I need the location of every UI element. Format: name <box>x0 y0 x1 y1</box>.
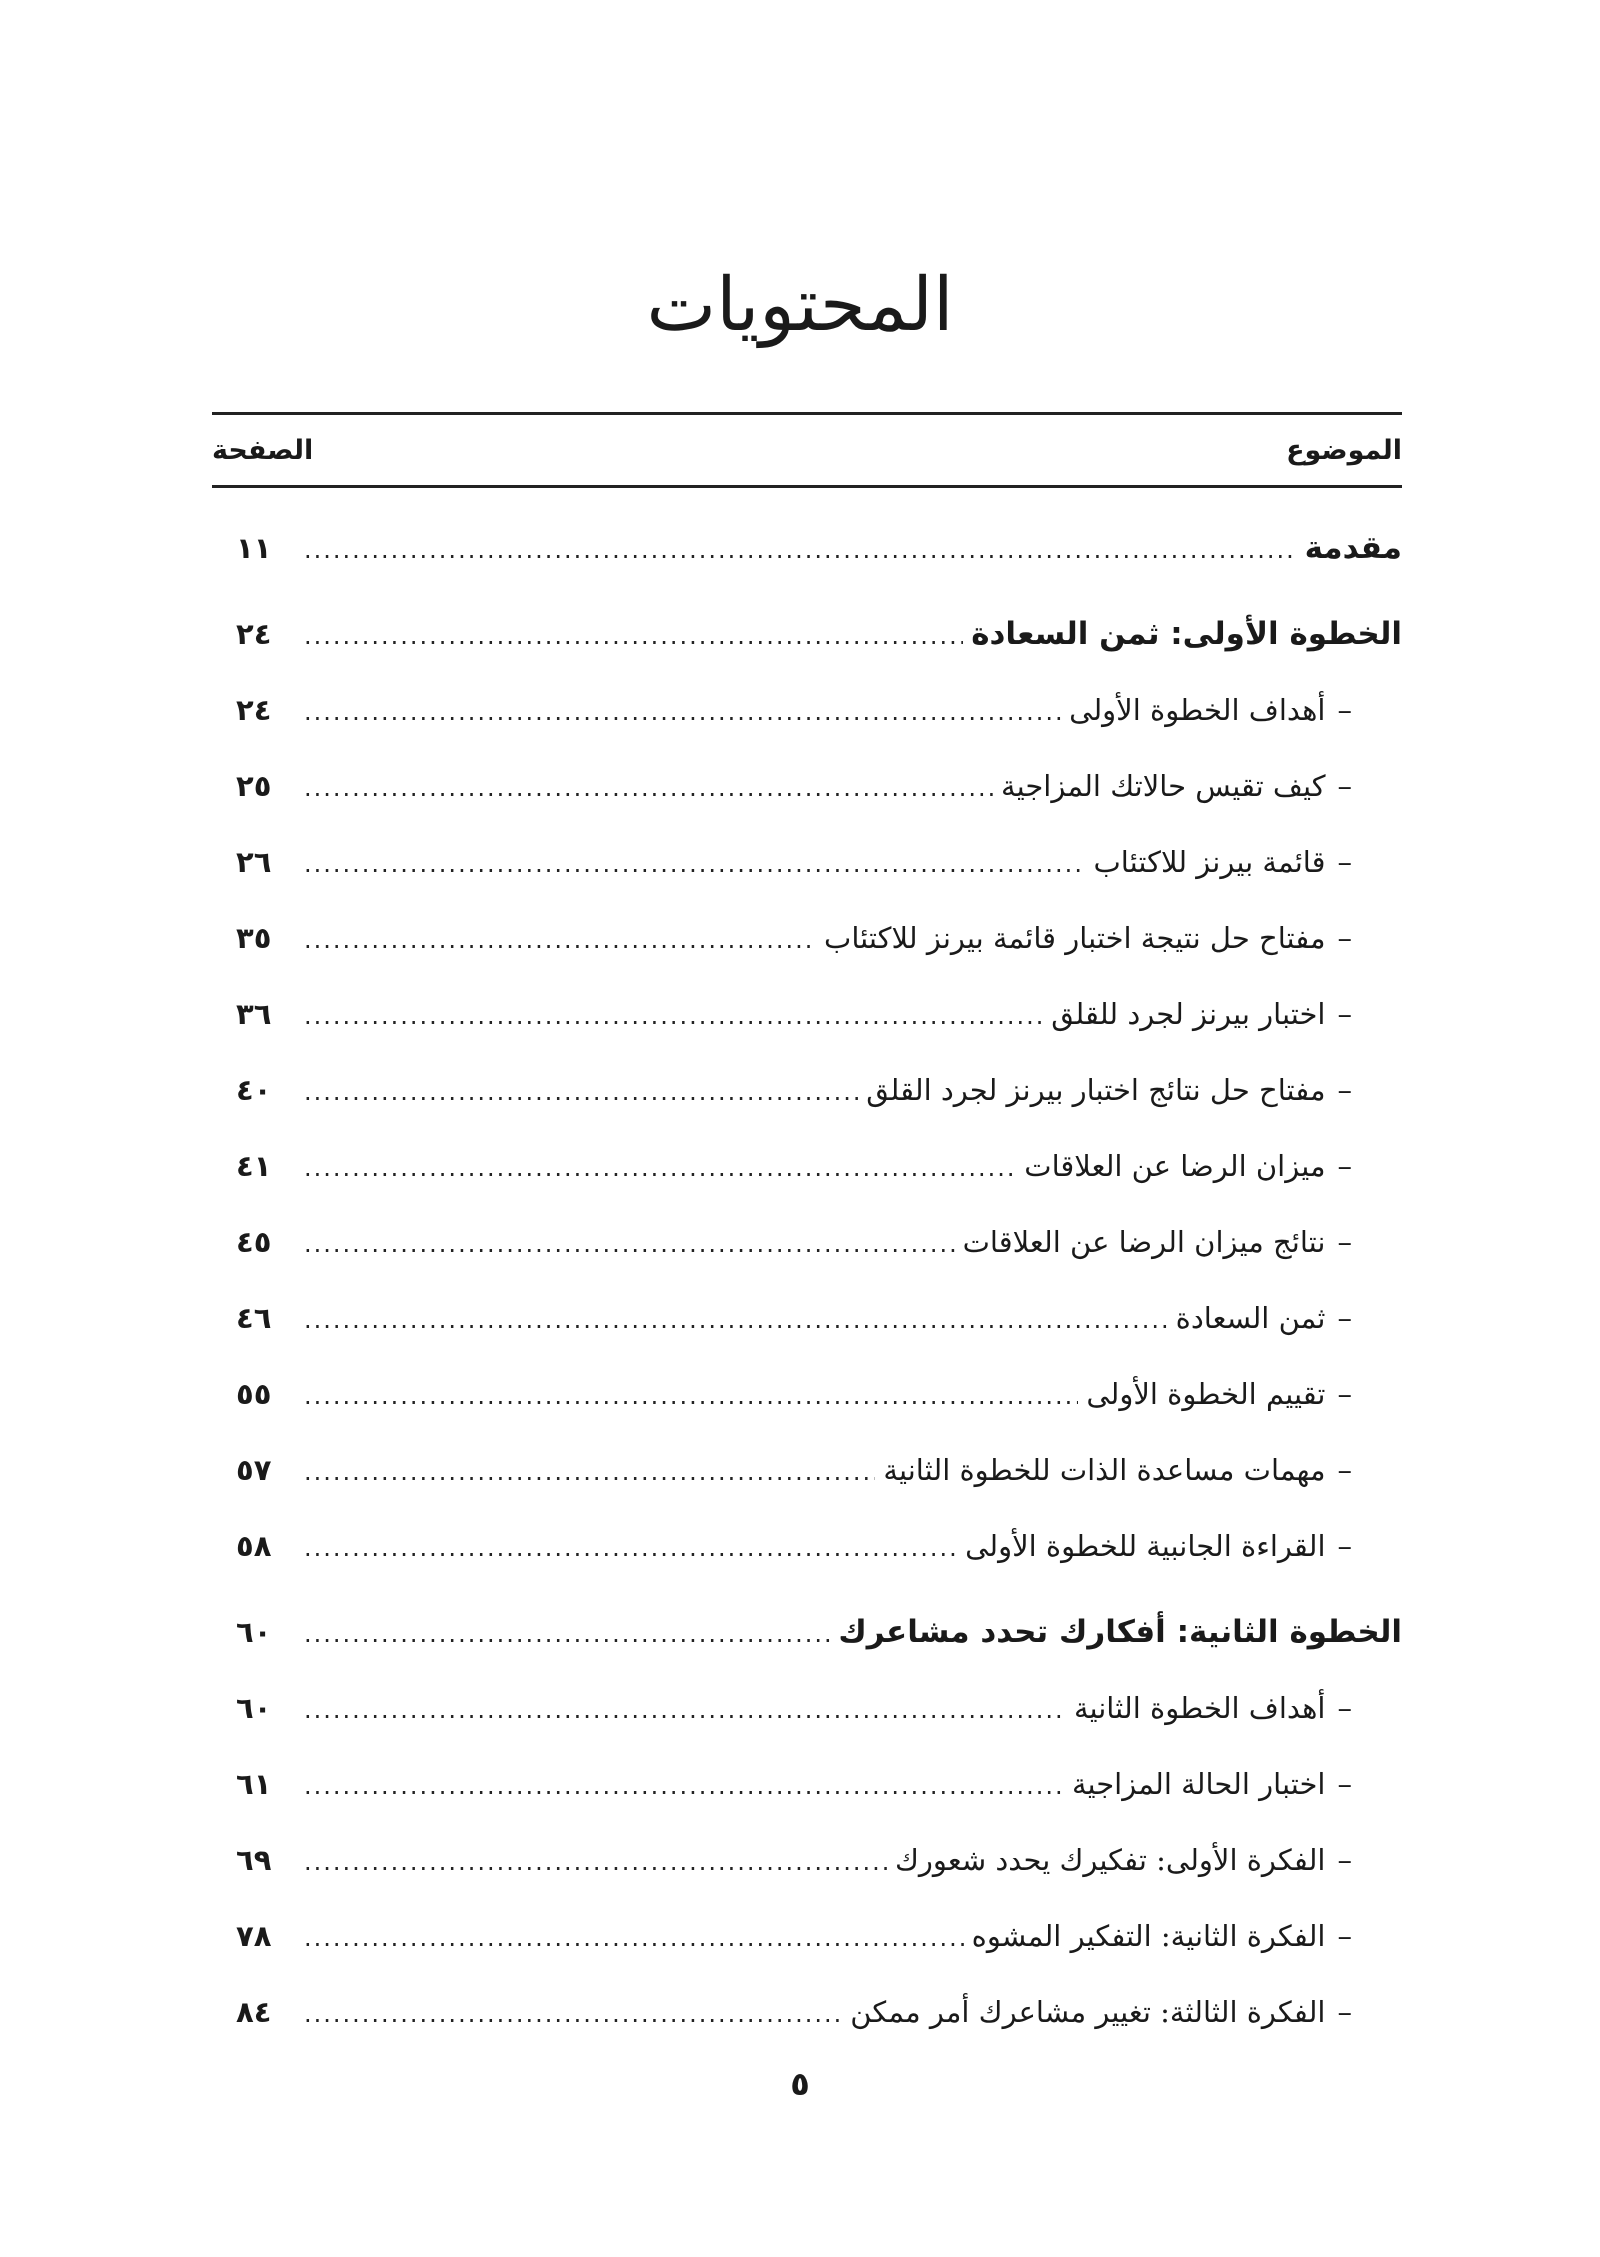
toc-sub-entry[interactable] <box>236 1280 1402 1356</box>
dash-bullet-icon: – <box>1337 1377 1352 1411</box>
toc-entry-page: ٤٥ <box>236 1225 272 1259</box>
toc-sub-entry[interactable] <box>236 1974 1402 2050</box>
toc-entry-page: ٦٠ <box>236 1691 272 1725</box>
toc-entry-text: مقدمة <box>1304 530 1402 566</box>
toc-entry-page: ٦٠ <box>236 1615 272 1649</box>
toc-entry-page: ٤١ <box>236 1149 272 1183</box>
dash-bullet-icon: – <box>1337 1843 1352 1877</box>
toc-sub-entry[interactable] <box>236 1432 1402 1508</box>
toc-entry-text: أهداف الخطوة الثانية <box>1073 1691 1326 1725</box>
dash-bullet-icon: – <box>1337 1767 1352 1801</box>
dash-bullet-icon: – <box>1337 1149 1352 1183</box>
toc-entry-page: ٢٦ <box>236 845 272 879</box>
dot-leader <box>304 826 1086 902</box>
dash-bullet-icon: – <box>1337 921 1352 955</box>
dot-leader <box>304 674 1061 750</box>
dot-leader <box>304 978 1043 1054</box>
header-top-rule <box>212 412 1402 415</box>
toc-entry-title <box>866 1052 1402 1128</box>
dash-bullet-icon: – <box>1337 1301 1352 1335</box>
toc-entry-title <box>1074 1670 1402 1746</box>
dash-bullet-icon: – <box>1337 693 1352 727</box>
toc-entry-title <box>1051 976 1402 1052</box>
toc-entry-page: ٤٦ <box>236 1301 272 1335</box>
toc-entry-text: قائمة بيرنز للاكتئاب <box>1093 845 1326 879</box>
dot-leader <box>304 1748 1064 1824</box>
dot-leader <box>304 1434 875 1510</box>
toc-sub-entry[interactable] <box>236 672 1402 748</box>
toc-entry-title <box>1024 1128 1402 1204</box>
toc-entry-title <box>1176 1280 1402 1356</box>
dash-bullet-icon: – <box>1337 1995 1352 2029</box>
toc-entry-text: نتائج ميزان الرضا عن العلاقات <box>962 1225 1326 1259</box>
toc-entry-page: ٢٤ <box>236 693 272 727</box>
dot-leader <box>304 1358 1078 1434</box>
toc-entry-page: ٧٨ <box>236 1919 272 1953</box>
dash-bullet-icon: – <box>1337 1691 1352 1725</box>
dot-leader <box>304 1206 955 1282</box>
toc-entry-text: أهداف الخطوة الأولى <box>1069 693 1326 727</box>
toc-sub-entry[interactable] <box>236 1204 1402 1280</box>
header-bottom-rule <box>212 485 1402 488</box>
toc-sub-entry[interactable] <box>236 1746 1402 1822</box>
toc-entry-page: ٥٥ <box>236 1377 272 1411</box>
toc-entry-title <box>824 900 1402 976</box>
dot-leader <box>304 1054 858 1130</box>
toc-entry-text: الخطوة الأولى: ثمن السعادة <box>971 616 1402 652</box>
dash-bullet-icon: – <box>1337 1073 1352 1107</box>
dot-leader <box>304 1672 1066 1748</box>
toc-sub-entry[interactable] <box>236 1898 1402 1974</box>
toc-entry-text: مفتاح حل نتيجة اختبار قائمة بيرنز للاكتئاب <box>824 921 1326 955</box>
toc-sub-entry[interactable] <box>236 1356 1402 1432</box>
toc-entry-title <box>1001 748 1402 824</box>
dot-leader <box>304 902 816 978</box>
toc-entry-page: ٢٤ <box>236 617 272 651</box>
dot-leader <box>304 1510 957 1586</box>
dash-bullet-icon: – <box>1337 1529 1352 1563</box>
toc-entry-title <box>1094 824 1403 900</box>
page-title: المحتويات <box>646 262 954 348</box>
toc-header <box>212 420 1402 480</box>
dash-bullet-icon: – <box>1337 1225 1352 1259</box>
toc-entry-title <box>895 1822 1402 1898</box>
toc-entry-page: ٥٧ <box>236 1453 272 1487</box>
toc-sub-entry[interactable] <box>236 1508 1402 1584</box>
toc-section-entry[interactable] <box>236 510 1402 586</box>
toc-entry-title <box>850 1974 1402 2050</box>
toc-entry-text: اختبار الحالة المزاجية <box>1071 1767 1326 1801</box>
page-column-label: الصفحة <box>212 434 314 466</box>
toc-entry-title <box>963 1204 1402 1280</box>
dot-leader <box>304 1900 964 1976</box>
toc-sub-entry[interactable] <box>236 976 1402 1052</box>
toc-entry-title <box>1305 510 1402 586</box>
toc-entry-title <box>972 1898 1402 1974</box>
toc-entry-text: ميزان الرضا عن العلاقات <box>1024 1149 1326 1183</box>
toc-entry-text: اختبار بيرنز لجرد للقلق <box>1051 997 1326 1031</box>
dot-leader <box>304 512 1297 588</box>
toc-entry-text: الفكرة الأولى: تفكيرك يحدد شعورك <box>894 1843 1326 1877</box>
toc-entry-title <box>883 1432 1402 1508</box>
toc-entry-text: القراءة الجانبية للخطوة الأولى <box>965 1529 1326 1563</box>
toc-section-entry[interactable] <box>236 596 1402 672</box>
toc-entry-page: ٣٥ <box>236 921 272 955</box>
dot-leader <box>304 598 963 674</box>
toc-section-entry[interactable] <box>236 1594 1402 1670</box>
toc-entry-text: الفكرة الثالثة: تغيير مشاعرك أمر ممكن <box>850 1995 1326 2029</box>
dot-leader <box>304 1596 830 1672</box>
dot-leader <box>304 1824 887 1900</box>
dash-bullet-icon: – <box>1337 1453 1352 1487</box>
toc-entry-title <box>1086 1356 1402 1432</box>
toc-sub-entry[interactable] <box>236 1128 1402 1204</box>
dot-leader <box>304 1130 1016 1206</box>
toc-entry-page: ٦١ <box>236 1767 272 1801</box>
toc-entry-text: الفكرة الثانية: التفكير المشوه <box>971 1919 1326 1953</box>
toc-sub-entry[interactable] <box>236 1670 1402 1746</box>
toc-sub-entry[interactable] <box>236 1052 1402 1128</box>
toc-entry-page: ٢٥ <box>236 769 272 803</box>
toc-entry-title <box>971 596 1402 672</box>
toc-entry-page: ٦٩ <box>236 1843 272 1877</box>
topic-column-label: الموضوع <box>1286 434 1402 466</box>
page-number: ٥ <box>790 2065 810 2103</box>
toc-entry-title <box>965 1508 1402 1584</box>
toc-entry-text: ثمن السعادة <box>1175 1301 1326 1335</box>
toc-entry-text: الخطوة الثانية: أفكارك تحدد مشاعرك <box>838 1614 1402 1650</box>
toc-sub-entry[interactable] <box>236 824 1402 900</box>
dash-bullet-icon: – <box>1337 1919 1352 1953</box>
dash-bullet-icon: – <box>1337 997 1352 1031</box>
toc-entry-text: مفتاح حل نتائج اختبار بيرنز لجرد القلق <box>866 1073 1326 1107</box>
toc-entry-text: مهمات مساعدة الذات للخطوة الثانية <box>883 1453 1326 1487</box>
toc-entry-page: ١١ <box>236 531 272 565</box>
dot-leader <box>304 750 993 826</box>
toc-entry-text: تقييم الخطوة الأولى <box>1086 1377 1326 1411</box>
dot-leader <box>304 1976 842 2052</box>
toc-entry-page: ٥٨ <box>236 1529 272 1563</box>
toc-entry-text: كيف تقيس حالاتك المزاجية <box>1001 769 1326 803</box>
toc-entry-title <box>1072 1746 1402 1822</box>
toc-sub-entry[interactable] <box>236 900 1402 976</box>
toc-sub-entry[interactable] <box>236 748 1402 824</box>
toc-entry-page: ٣٦ <box>236 997 272 1031</box>
toc-sub-entry[interactable] <box>236 1822 1402 1898</box>
toc-entry-title <box>1069 672 1402 748</box>
dash-bullet-icon: – <box>1337 769 1352 803</box>
dot-leader <box>304 1282 1168 1358</box>
toc-entry-page: ٤٠ <box>236 1073 272 1107</box>
dash-bullet-icon: – <box>1337 845 1352 879</box>
toc-entry-page: ٨٤ <box>236 1995 272 2029</box>
toc-entry-title <box>838 1594 1402 1670</box>
table-of-contents <box>236 510 1402 2050</box>
